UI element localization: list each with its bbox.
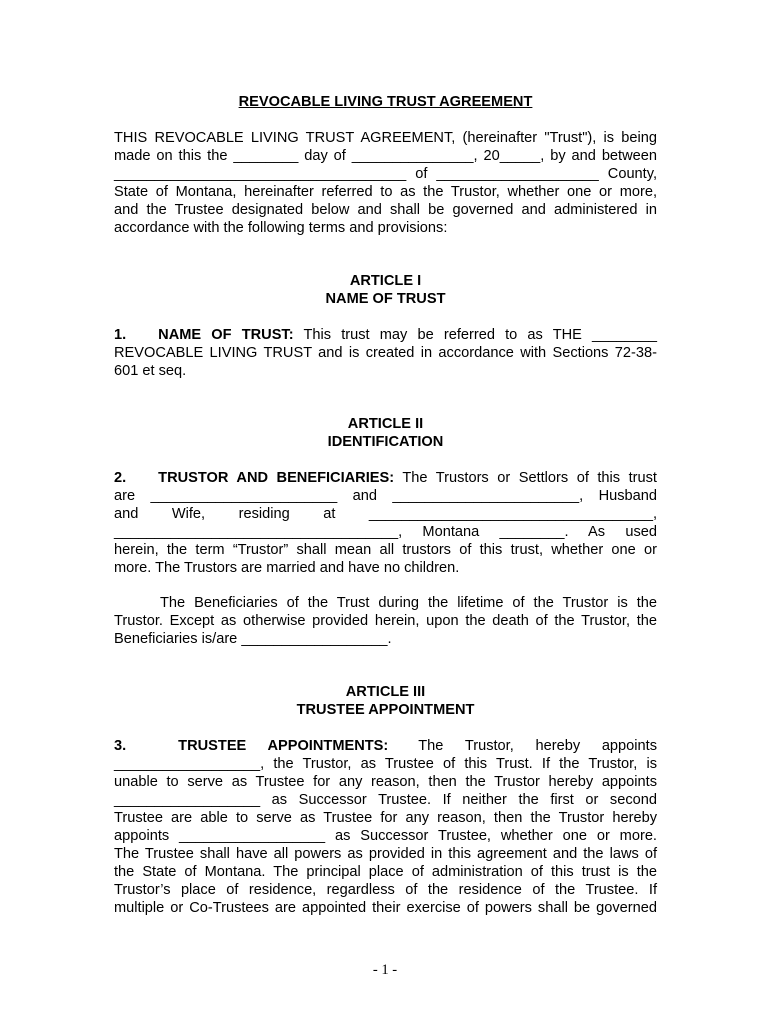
section-text: The Trustor, hereby appoints	[418, 738, 657, 754]
article-1-line: 601 et seq.	[114, 363, 187, 379]
page-number: - 1 -	[372, 962, 398, 978]
article-1-line: REVOCABLE LIVING TRUST and is created in accordance with Sections 72-38-	[114, 345, 657, 361]
section-label: TRUSTEE APPOINTMENTS:	[178, 738, 389, 754]
intro-line: State of Montana, hereinafter referred to as the Trustor, whether one or more,	[114, 184, 657, 200]
article-2-line: herein, the term “Trustor” shall mean all trustors of this trust, whether one or	[114, 542, 657, 558]
intro-line: accordance with the following terms and provisions:	[114, 220, 448, 236]
article-2-line: are _______________________ and _______________________, Husband	[114, 488, 657, 504]
intro-line: made on this the ________ day of _______________, 20_____, by and between	[114, 148, 657, 164]
section-text: The Trustors or Settlors of this trust	[394, 470, 657, 486]
article-3-line: appoints __________________ as Successor Trustee, whether one or more.	[114, 828, 657, 844]
article-2-line: more. The Trustors are married and have no children.	[114, 560, 460, 576]
section-text: This trust may be referred to as THE ________	[293, 327, 657, 343]
intro-line: and the Trustee designated below and shall be governed and administered in	[114, 202, 657, 218]
article-3-line: unable to serve as Trustee for any reason, then the Trustor hereby appoints	[114, 774, 657, 790]
article-3-line: __________________, the Trustor, as Trustee of this Trust. If the Trustor, is	[114, 756, 657, 772]
section-number: 3.	[114, 738, 127, 754]
article-1-line	[114, 327, 657, 345]
section-number: 2.	[114, 470, 127, 486]
article-2-line: Trustor. Except as otherwise provided herein, upon the death of the Trustor, the	[114, 613, 657, 629]
article-3-line: __________________ as Successor Trustee. If neither the first or second	[114, 792, 657, 808]
article-3-line	[114, 738, 657, 756]
section-number: 1.	[114, 327, 127, 343]
article-3-line: The Trustee shall have all powers as provided in this agreement and the laws of	[114, 846, 657, 862]
article-2-line: and Wife, residing at ___________________________________,	[114, 506, 657, 522]
article-2-line: ___________________________________, Montana ________. As used	[114, 524, 657, 540]
intro-line: THIS REVOCABLE LIVING TRUST AGREEMENT, (hereinafter "Trust"), is being	[114, 130, 657, 146]
article-2-heading: ARTICLE II	[347, 416, 424, 432]
article-3-heading: ARTICLE III	[345, 684, 426, 700]
document-title: REVOCABLE LIVING TRUST AGREEMENT	[238, 94, 533, 110]
section-label: TRUSTOR AND BENEFICIARIES:	[158, 470, 395, 486]
section-label: NAME OF TRUST:	[158, 327, 294, 343]
intro-line: ____________________________________ of ____________________ County,	[114, 166, 657, 182]
article-2-line: Beneficiaries is/are __________________.	[114, 631, 392, 647]
article-1-subheading: NAME OF TRUST	[325, 291, 446, 307]
article-3-line: Trustee are able to serve as Trustee for any reason, then the Trustor hereby	[114, 810, 657, 826]
article-2-line	[114, 470, 657, 488]
article-3-line: the State of Montana. The principal place of administration of this trust is the	[114, 864, 657, 880]
article-2-line: The Beneficiaries of the Trust during the lifetime of the Trustor is the	[160, 595, 657, 611]
article-3-subheading: TRUSTEE APPOINTMENT	[296, 702, 475, 718]
article-1-heading: ARTICLE I	[349, 273, 422, 289]
article-2-subheading: IDENTIFICATION	[327, 434, 444, 450]
article-3-line: multiple or Co-Trustees are appointed their exercise of powers shall be governed	[114, 900, 657, 916]
article-3-line: Trustor’s place of residence, regardless of the residence of the Trustee. If	[114, 882, 657, 898]
